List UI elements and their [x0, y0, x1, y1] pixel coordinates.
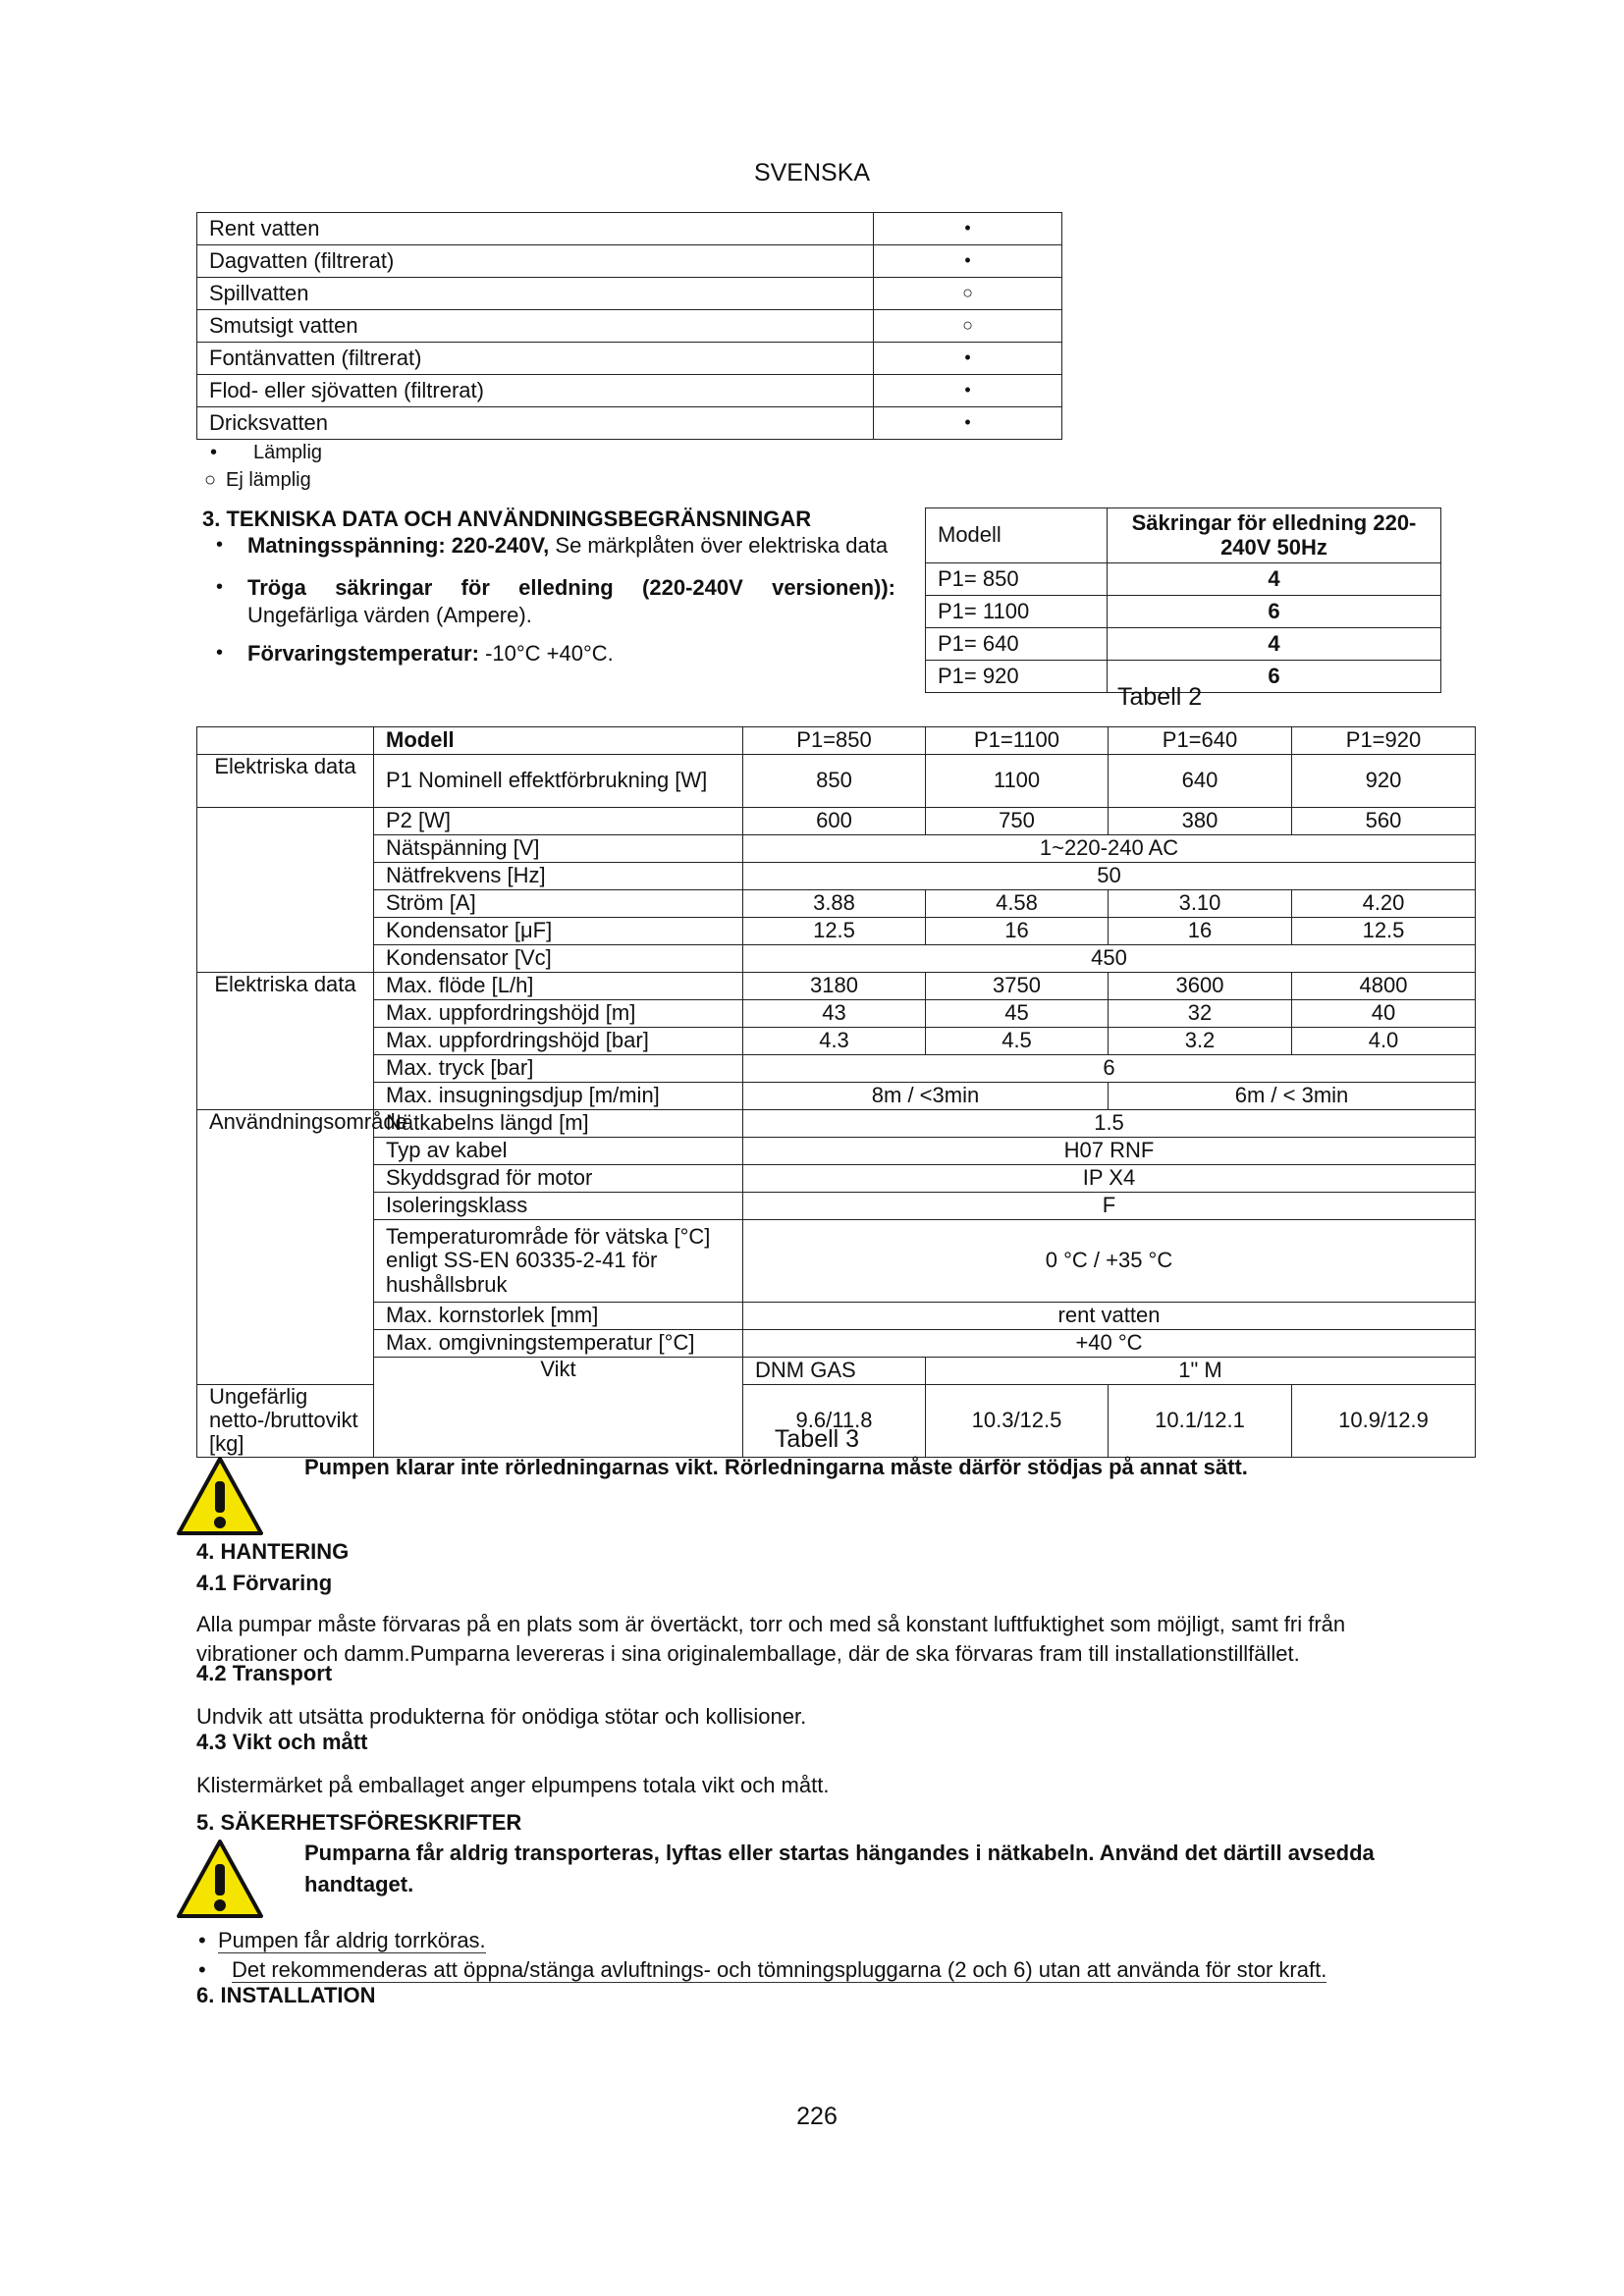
section5-bullet-2: • Det rekommenderas att öppna/stänga avluftnings- och tömningspluggarna (2 och 6) utan att använda för stor kraft. [198, 1957, 1327, 1982]
spec-value: 32 [1109, 1000, 1292, 1028]
spec-value: 10.3/12.5 [926, 1385, 1109, 1458]
warning-text-pipes: Pumpen klarar inte rörledningarnas vikt. Rörledningarna måste därför stödjas på annat sätt. [304, 1455, 1248, 1479]
section41-text: Alla pumpar måste förvaras på en plats som är övertäckt, torr och med så konstant luftfuktighet som möjligt, samt fri från vibrationer och damm.Pumparna levereras i sina originalemballage, där de ska förvaras fram till installationstillfället. [196, 1612, 1346, 1666]
water-label: Dricksvatten [197, 407, 874, 440]
spec-value: 1" M [926, 1358, 1476, 1385]
section6-heading: 6. INSTALLATION [196, 1983, 376, 2007]
water-suitability-mark: ○ [874, 278, 1062, 310]
spec-group-label: Vikt [374, 1358, 743, 1458]
spec-param-label: Nätspänning [V] [374, 835, 743, 863]
water-row [197, 278, 1062, 310]
spec-value: 9.6/11.8 [743, 1385, 926, 1458]
fuse-header-value: Säkringar för elledning 220-240V 50Hz [1108, 508, 1441, 563]
warning-text-cable: Pumparna får aldrig transporteras, lyftas eller startas hängandes i nätkabeln. Använd det därtill avsedda handtaget. [304, 1841, 1375, 1896]
spec-value: 4800 [1292, 973, 1476, 1000]
spec-group-blank [197, 808, 374, 973]
spec-value: 16 [926, 918, 1109, 945]
spec-corner [197, 727, 374, 755]
spec-param-label: Temperaturområde för vätska [°C] enligt SS-EN 60335-2-41 för hushållsbruk [374, 1220, 743, 1303]
spec-value: 380 [1109, 808, 1292, 835]
spec-row [197, 1303, 1476, 1330]
spec-value: 10.1/12.1 [1109, 1385, 1292, 1458]
spec-value: 450 [743, 945, 1476, 973]
fuse-header-model: Modell [926, 508, 1108, 563]
spec-param-label: Max. insugningsdjup [m/min] [374, 1083, 743, 1110]
spec-param-label: Skyddsgrad för motor [374, 1165, 743, 1193]
spec-value: 8m / <3min [743, 1083, 1109, 1110]
spec-row [197, 1028, 1476, 1055]
spec-table [196, 726, 1476, 1458]
fuse-row [926, 628, 1441, 661]
spec-value: P1=640 [1109, 727, 1292, 755]
legend-unsuitable: ○ Ej lämplig [204, 469, 311, 491]
spec-param-label: P2 [W] [374, 808, 743, 835]
water-suitability-mark: • [874, 375, 1062, 407]
water-suitability-mark: • [874, 407, 1062, 440]
water-suitability-mark: ○ [874, 310, 1062, 343]
page-header: SVENSKA [753, 159, 871, 187]
spec-value: H07 RNF [743, 1138, 1476, 1165]
spec-param-label: Max. tryck [bar] [374, 1055, 743, 1083]
spec-param-label: Nätkabelns längd [m] [374, 1110, 743, 1138]
spec-group-label: Elektriska data [197, 973, 374, 1110]
spec-row [197, 727, 1476, 755]
spec-value: 1.5 [743, 1110, 1476, 1138]
spec-row [197, 1055, 1476, 1083]
spec-param-label: Max. uppfordringshöjd [bar] [374, 1028, 743, 1055]
section3-heading: 3. TEKNISKA DATA OCH ANVÄNDNINGSBEGRÄNSNINGAR [202, 507, 812, 531]
spec-value: 6m / < 3min [1109, 1083, 1476, 1110]
water-row [197, 343, 1062, 375]
fuse-model: P1= 920 [926, 661, 1108, 693]
section4-heading: 4. HANTERING [196, 1539, 350, 1564]
spec-value: 3.88 [743, 890, 926, 918]
spec-value: 560 [1292, 808, 1476, 835]
spec-value: 0 °C / +35 °C [743, 1220, 1476, 1303]
water-label: Fontänvatten (filtrerat) [197, 343, 874, 375]
spec-value: 4.58 [926, 890, 1109, 918]
section42-heading: 4.2 Transport [196, 1661, 333, 1685]
fuse-table [925, 507, 1441, 693]
water-label: Spillvatten [197, 278, 874, 310]
spec-value: 10.9/12.9 [1292, 1385, 1476, 1458]
water-label: Rent vatten [197, 213, 874, 245]
spec-row [197, 1193, 1476, 1220]
spec-value: 600 [743, 808, 926, 835]
spec-param-label: Nätfrekvens [Hz] [374, 863, 743, 890]
spec-value: 45 [926, 1000, 1109, 1028]
spec-param-label: Kondensator [Vc] [374, 945, 743, 973]
water-suitability-mark: • [874, 213, 1062, 245]
spec-value: 4.0 [1292, 1028, 1476, 1055]
section43-text: Klistermärket på emballaget anger elpumpens totala vikt och mått. [196, 1773, 830, 1797]
spec-value: P1=920 [1292, 727, 1476, 755]
section5-heading: 5. SÄKERHETSFÖRESKRIFTER [196, 1810, 522, 1835]
tabell3-caption: Tabell 3 [774, 1425, 860, 1453]
water-label: Smutsigt vatten [197, 310, 874, 343]
spec-param-label: P1 Nominell effektförbrukning [W] [374, 755, 743, 808]
section43-heading: 4.3 Vikt och mått [196, 1730, 368, 1754]
water-row [197, 310, 1062, 343]
spec-value: 920 [1292, 755, 1476, 808]
spec-value: 6 [743, 1055, 1476, 1083]
spec-value: rent vatten [743, 1303, 1476, 1330]
fuse-value: 6 [1108, 661, 1441, 693]
spec-value: 12.5 [1292, 918, 1476, 945]
spec-value: 1100 [926, 755, 1109, 808]
fuse-row [926, 563, 1441, 596]
spec-row [197, 1165, 1476, 1193]
spec-param-label: Isoleringsklass [374, 1193, 743, 1220]
spec-param-label: Typ av kabel [374, 1138, 743, 1165]
fuse-row [926, 596, 1441, 628]
spec-value: 850 [743, 755, 926, 808]
spec-value: 12.5 [743, 918, 926, 945]
spec-row [197, 755, 1476, 808]
spec-row [197, 973, 1476, 1000]
spec-group-label: Elektriska data [197, 755, 374, 808]
spec-param-label: Max. omgivningstemperatur [°C] [374, 1330, 743, 1358]
spec-group-label: Användningsområde [197, 1110, 374, 1385]
spec-value: F [743, 1193, 1476, 1220]
spec-row [197, 918, 1476, 945]
spec-row [197, 1110, 1476, 1138]
fuse-model: P1= 1100 [926, 596, 1108, 628]
water-suitability-mark: • [874, 343, 1062, 375]
spec-row [197, 1330, 1476, 1358]
tabell2-caption: Tabell 2 [1117, 683, 1203, 711]
fuse-model: P1= 640 [926, 628, 1108, 661]
spec-value: 3.10 [1109, 890, 1292, 918]
fuse-value: 6 [1108, 596, 1441, 628]
section41-heading: 4.1 Förvaring [196, 1571, 333, 1595]
spec-value: +40 °C [743, 1330, 1476, 1358]
spec-value: P1=850 [743, 727, 926, 755]
section42-text: Undvik att utsätta produkterna för onödiga stötar och kollisioner. [196, 1704, 807, 1729]
spec-row [197, 1220, 1476, 1303]
spec-value: 3750 [926, 973, 1109, 1000]
page-number: 226 [796, 2103, 838, 2130]
spec-value: P1=1100 [926, 727, 1109, 755]
spec-value: 4.3 [743, 1028, 926, 1055]
spec-param-label: Ungefärlig netto-/bruttovikt [kg] [197, 1385, 374, 1458]
section5-bullet-1: • Pumpen får aldrig torrköras. [198, 1928, 486, 1952]
spec-value: 4.20 [1292, 890, 1476, 918]
water-row [197, 245, 1062, 278]
legend-suitable: • Lämplig [210, 442, 323, 463]
spec-param-label: Ström [A] [374, 890, 743, 918]
spec-param-label: Max. kornstorlek [mm] [374, 1303, 743, 1330]
spec-row [197, 808, 1476, 835]
spec-value: 3600 [1109, 973, 1292, 1000]
spec-param-label: Max. flöde [L/h] [374, 973, 743, 1000]
spec-value: 50 [743, 863, 1476, 890]
water-suitability-mark: • [874, 245, 1062, 278]
spec-value: 1~220-240 AC [743, 835, 1476, 863]
spec-param-label: Modell [374, 727, 743, 755]
spec-value: 43 [743, 1000, 926, 1028]
spec-param-label: DNM GAS [743, 1358, 926, 1385]
spec-value: 16 [1109, 918, 1292, 945]
water-row [197, 213, 1062, 245]
spec-param-label: Max. uppfordringshöjd [m] [374, 1000, 743, 1028]
spec-row [197, 1000, 1476, 1028]
warning-icon-cable [175, 1838, 265, 1920]
fuse-model: P1= 850 [926, 563, 1108, 596]
spec-row [197, 945, 1476, 973]
spec-row [197, 863, 1476, 890]
spec-value: 640 [1109, 755, 1292, 808]
water-row [197, 407, 1062, 440]
spec-row [197, 1083, 1476, 1110]
spec-row [197, 1358, 1476, 1385]
spec-value: 750 [926, 808, 1109, 835]
spec-value: IP X4 [743, 1165, 1476, 1193]
warning-icon [175, 1455, 265, 1537]
spec-row [197, 1138, 1476, 1165]
water-label: Dagvatten (filtrerat) [197, 245, 874, 278]
fuse-value: 4 [1108, 628, 1441, 661]
fuse-value: 4 [1108, 563, 1441, 596]
spec-row [197, 835, 1476, 863]
spec-value: 3.2 [1109, 1028, 1292, 1055]
spec-value: 3180 [743, 973, 926, 1000]
spec-value: 40 [1292, 1000, 1476, 1028]
spec-param-label: Kondensator [μF] [374, 918, 743, 945]
water-label: Flod- eller sjövatten (filtrerat) [197, 375, 874, 407]
section3-bullets: • Matningsspänning: 220-240V, Se märkplåten över elektriska data • Tröga säkringar för elledning (220-240V versionen)): Ungefärliga värden (Ampere). • Förvaringstemperatur: -10°C +40°C. [216, 533, 895, 666]
spec-value: 4.5 [926, 1028, 1109, 1055]
water-suitability-table [196, 212, 1062, 440]
water-row [197, 375, 1062, 407]
spec-row [197, 890, 1476, 918]
